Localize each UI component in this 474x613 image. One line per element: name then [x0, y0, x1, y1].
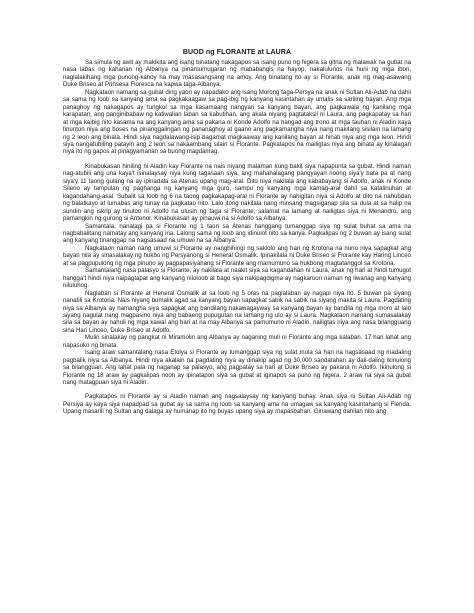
paragraph: Isang araw samantalang nasa Etolya si Florante ay tumanggap siya ng sulat mula sa hari na nagsasaad ng madaling pagbalik niya sa Albanya. Hindi niya akalain na pagdating niya ay dinakip agad ng 30,000 sandatahan ay dali-daling ikinulong sa bilangguan. Ang lahat pala ng naganap sa palasyo, ang pagpatay sa hari at Duke Briseo ay pakana ni Adolfo. Ikinulong si Florante ng 18 araw ay pagkalipas noon ay ipinatapon siya sa gubat at iginapos sa puno ng higera. 2 araw na siya sa gubat nang matagpuan siya ni Aladin. [63, 349, 411, 387]
paragraph: Naglaban si Florante at Heneral Osmalik at sa loob ng 5 oras na paglalaban ay nagapi niya ito. 5 buwan pa siyang nanatili sa Krotona. Nais niyang bumalik agad sa kanyang bayan sapagkat sabik na sabik na siyang makita si Laura. Pagdating niya sa Albanya ay namangha siya sapagkat ang bandilang nakawagayway sa kanyang bayan ay bandila ng mga moro at lalo siyang nagulat nang magpasino niya ang babaeng pupugutan na lamang ng ulo ay si Laura. Nagkataon namang sumasalakay sila sa bayan ay nahuli ng mga kawal ang hari at na may Albanya sa pamumuno ni Aladin, nailigtas niya ang nasa bilangguang sina Hari Linceo, Duke Briseo at Adolfo. [63, 289, 411, 334]
paragraph: Sa simula ng awit ay makikita ang isang binatang nakagapos sa isang puno ng higera sa gitna ng malawak na gubat na nasa labas ng kaharian ng Albanya na pinamumugaran ng mababangis na hayop, nakalulunos na huni ng mga ibon, naglalakihang mga punong-kahoy na may masasangsang na amoy. Ang binatang ito ay si Florante, anak ng mag-asawang Duke Briseo at Prinsesa Floresca na kapwa taga-Albanya. [63, 59, 411, 89]
paragraph: Nagkataon namang sa gubat ding yaon ay napadako ang isang Morong taga-Persya na anak ni Sultan Ali-Adab na dahil sa sama ng loob sa kanyang ama sa pagkakaagaw sa pag-ibig ng kanyang kasintahan ay umalis sa sariling bayan. Ang mga panaghoy ng nakagapos ay tungkol sa mga kasamaang nangyari sa kanyang bayan, ang pagkawala ng kanilang mga karapatan, ang panginibabaw ng katiwalian laban sa kabutihan, ang akala niyang pagtataksil ni Laura, ang pagkapatay sa hari at mga kaibig nito kasama na ang kanyang ama sa pakana ni Konde Adolfo na hangad ang trono at mga tauhan ni Aladin kaya tinunton niya ang boses na pinanggalingan ng pananaghoy at gaano ang pagkamangha niya nang makitang sisilain na lamang ng 2 leon ang binata. Hindi siya nagdalawang-isip bagamat magkaaway ang kanilang bayan at hinati niya ang mga leon. Hindi siya nangatubiling patayin ang 2 leon sa nakaambang silain si Florante. Pagkatapos na mailigtas niya ang binata ay kinalagan niya ito ng gapos at pinagyamanan sa buong magdamag. [63, 88, 412, 156]
paragraph: Samantala, nanalagi pa si Florante ng 1 taon sa Atenas hanggang tumanggap siya ng sulat buhat sa ama na nagbabalitang namatay ang kanyang ina. Lalong sama ng loob ang idinulot nito sa kanya. Pagkalipas ng 2 buwan ay isang sulat ang kanyang tinanggap na nagsasaad na umuwi na sa Albanya. [63, 222, 411, 245]
paragraph: Nagkataon naman nang umuwi si Florante ay nanghihingi ng saklolo ang hari ng Krotona na nuno niya sapagkat ang bayan nila ay sinasalakay ng hukbo ng Persyanong si Heneral Osmalik. Ipinakilala ni Duke Briseo si Florante kay Haring Linceo at sa pagpupulong ng mga pinuno ay pagpapasiyahang si Florante ang mamumuno sa hukbong magtatanggol sa Krotona. [63, 244, 411, 267]
document-title: BUOD ng FLORANTE at LAURA [182, 49, 292, 56]
paragraph: Samantalang nasa palasyo si Florante, ay nakilala at naakit siya sa kagandahan ni Laura, anak ng hari at hindi tumugot hangga't hindi niya naipagtapat ang kanyang niloloob at bago siya nakipagdigma ay nagkaroon naman ng liwanag ang kanyang niluluhog. [63, 267, 411, 290]
paragraph: Pagkatapos ni Florante ay si Aladin naman ang nagsalaysay ng kaniyang buhay. Anak siya ni Sultan Ali-Adab ng Persiya ay kaya siya napadpad sa gubat ay sa sama ng loob sa kanyang ama na umagaw sa kanyang kasintahang si Flerida. Upang masarili ng Sultan ang dalaga ay humanap ito ng buyas upang siya ay mapasbahan. Ginawang dahilan nito ang [63, 393, 411, 416]
paragraph: Kinabukasan hiniling ni Aladin kay Florante na nais niyang malaman kung bakit siya napapunta sa gubat. Hindi naman nag-atubili ang una kaya't isinalaysay niya kung tagasaan siya, ang mahahalagang pangyayari noong siya'y bata pa at nang siya'y 11 taong gulang na ay ipinadala sa Atenas upang mag-aral. Dito niya nakilala ang kababayang si Adolfo, anak ni Konde Sileno ay tampulan ng paghanga ng kanyang mga guro, sampu ng kanyang mga kamag-aral dahil sa katalinuhan at kagandahang-asal. Subalit sa loob ng 6 na taong pagkakapag-aral ni Florante ay nahigitan niya si Adolfo at dito na nahubdan ng balatkayo at lumabas ang tunay na pagkatao nito. Lalo itong nakilala nang minsang magsiganap sila sa dula at sa halip na sundin ang iskrip ay tinutoo ni Adolfo na ulusin ng taga si Florante, salamat na lamang at nailigtas siya ni Menandro, ang pamangkin ng gurong si Antenor. Kinabukasan ay pinauwi na si Adolfo sa Albanya. [63, 162, 411, 223]
paragraph: Mulin sinalakay ng pangkat ni Miramolin ang Albanya ay naganing muli ni Florante ang mga kalaban. 17 hari lahat ang napasuko ng binata. [63, 334, 411, 349]
document-page [63, 48, 411, 416]
